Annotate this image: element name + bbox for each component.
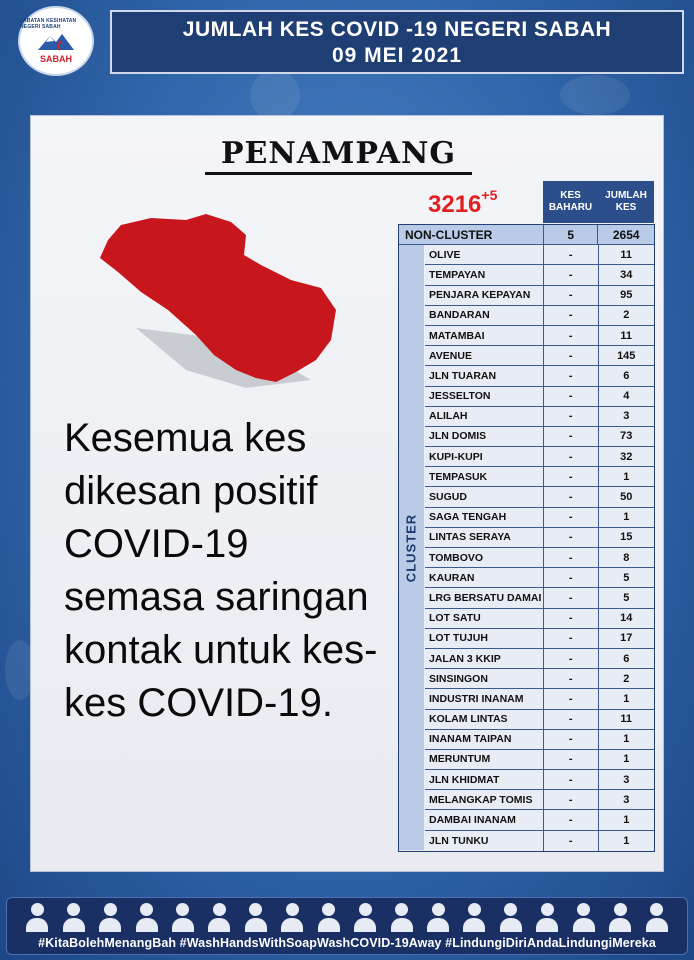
row-name: JLN TUNKU xyxy=(425,831,544,851)
table-row xyxy=(425,810,654,830)
row-name: BANDARAN xyxy=(425,306,544,325)
row-total: 1 xyxy=(599,689,655,708)
person-icon xyxy=(536,901,558,933)
row-total: 3 xyxy=(599,790,655,809)
table-row xyxy=(425,548,654,568)
person-icon xyxy=(646,901,668,933)
logo-word: SABAH xyxy=(39,54,72,64)
person-icon xyxy=(63,901,85,933)
statement-text: Kesemua kes dikesan positif COVID-19 semasa saringan kontak untuk kes-kes COVID-19. xyxy=(64,416,378,725)
person-icon xyxy=(573,901,595,933)
row-new: - xyxy=(544,487,599,506)
row-name: KOLAM LINTAS xyxy=(425,710,544,729)
row-name: AVENUE xyxy=(425,346,544,365)
row-new: - xyxy=(544,366,599,385)
row-name: LINTAS SERAYA xyxy=(425,528,544,547)
table-row xyxy=(425,265,654,285)
row-total: 1 xyxy=(599,750,655,769)
row-name: SINSINGON xyxy=(425,669,544,688)
row-new: - xyxy=(544,629,599,648)
table-row xyxy=(425,790,654,810)
row-name: KAURAN xyxy=(425,568,544,587)
row-name: INANAM TAIPAN xyxy=(425,730,544,749)
total-cases xyxy=(428,187,497,219)
table-row xyxy=(425,831,654,851)
row-new: - xyxy=(544,407,599,426)
table-row xyxy=(425,407,654,427)
row-new: - xyxy=(544,326,599,345)
table-row xyxy=(425,306,654,326)
row-new: - xyxy=(544,710,599,729)
district-title: PENAMPANG xyxy=(220,136,457,171)
table-row xyxy=(425,568,654,588)
person-icon xyxy=(245,901,267,933)
row-total: 4 xyxy=(599,387,655,406)
row-new: - xyxy=(544,750,599,769)
table-row-non-cluster xyxy=(399,225,654,245)
table-row xyxy=(425,689,654,709)
row-total: 2 xyxy=(599,669,655,688)
row-new: - xyxy=(544,831,599,851)
row-total: 1 xyxy=(599,467,655,486)
row-total: 1 xyxy=(599,508,655,527)
table-row xyxy=(425,286,654,306)
row-new: - xyxy=(544,609,599,628)
row-name: KUPI-KUPI xyxy=(425,447,544,466)
table-row xyxy=(425,730,654,750)
footer-banner xyxy=(6,897,688,955)
row-name: LRG BERSATU DAMAI xyxy=(425,588,544,607)
row-new: - xyxy=(544,810,599,829)
row-total: 3 xyxy=(599,407,655,426)
row-total: 11 xyxy=(599,326,655,345)
table-row xyxy=(425,467,654,487)
cases-table xyxy=(398,224,655,852)
table-row xyxy=(425,710,654,730)
row-name: TEMPAYAN xyxy=(425,265,544,284)
footer-hashtags: #KitaBolehMenangBah #WashHandsWithSoapWashCOVID-19Away #LindungiDiriAndaLindungiMereka xyxy=(38,936,656,950)
district-map-icon xyxy=(96,210,346,400)
row-name: MATAMBAI xyxy=(425,326,544,345)
row-new: - xyxy=(544,649,599,668)
row-new: - xyxy=(544,387,599,406)
row-total: 1 xyxy=(599,810,655,829)
table-row xyxy=(425,528,654,548)
row-name: INDUSTRI INANAM xyxy=(425,689,544,708)
row-new: - xyxy=(544,447,599,466)
person-icon xyxy=(26,901,48,933)
page-title: JUMLAH KES COVID -19 NEGERI SABAH xyxy=(182,18,612,41)
row-name: JLN KHIDMAT xyxy=(425,770,544,789)
row-new: - xyxy=(544,669,599,688)
row-total: 5 xyxy=(599,588,655,607)
cluster-rows xyxy=(399,245,654,851)
table-row xyxy=(425,326,654,346)
row-new: - xyxy=(544,588,599,607)
row-new: - xyxy=(544,508,599,527)
person-icon xyxy=(500,901,522,933)
person-icon xyxy=(136,901,158,933)
row-new: - xyxy=(544,568,599,587)
table-row xyxy=(425,346,654,366)
row-name: TOMBOVO xyxy=(425,548,544,567)
table-row xyxy=(425,427,654,447)
table-row xyxy=(425,770,654,790)
cluster-label: CLUSTER xyxy=(403,513,419,583)
row-new: - xyxy=(544,306,599,325)
person-icon xyxy=(427,901,449,933)
row-total: 5 xyxy=(599,568,655,587)
row-total: 11 xyxy=(599,245,655,264)
virus-decoration xyxy=(560,75,630,115)
table-row xyxy=(425,649,654,669)
row-total: 32 xyxy=(599,447,655,466)
row-name: TEMPASUK xyxy=(425,467,544,486)
total-cumulative: 3216 xyxy=(428,191,482,218)
row-name: MERUNTUM xyxy=(425,750,544,769)
row-total: 2654 xyxy=(612,227,640,242)
row-name: SAGA TENGAH xyxy=(425,508,544,527)
total-new: +5 xyxy=(481,187,498,203)
column-header-new: KES BAHARU xyxy=(543,181,598,223)
row-total: 11 xyxy=(599,710,655,729)
row-total: 34 xyxy=(599,265,655,284)
logo-top-text: JABATAN KESIHATAN NEGERI SABAH xyxy=(20,18,77,30)
page-date: 09 MEI 2021 xyxy=(331,44,463,67)
table-row xyxy=(425,508,654,528)
row-total: 95 xyxy=(599,286,655,305)
header-title-box xyxy=(110,10,684,74)
table-row xyxy=(425,245,654,265)
row-new: - xyxy=(544,770,599,789)
row-new: 5 xyxy=(544,225,599,244)
row-name: OLIVE xyxy=(425,245,544,264)
row-name: NON-CLUSTER xyxy=(399,225,544,244)
row-total: 1 xyxy=(599,730,655,749)
row-total: 1 xyxy=(599,831,655,851)
table-row xyxy=(425,588,654,608)
row-name: ALILAH xyxy=(425,407,544,426)
row-total: 14 xyxy=(599,609,655,628)
table-row xyxy=(425,750,654,770)
row-total: 3 xyxy=(599,770,655,789)
row-name: JESSELTON xyxy=(425,387,544,406)
row-name: MELANGKAP TOMIS xyxy=(425,790,544,809)
person-icon xyxy=(609,901,631,933)
person-icon xyxy=(463,901,485,933)
row-total: 145 xyxy=(599,346,655,365)
row-new: - xyxy=(544,245,599,264)
row-new: - xyxy=(544,286,599,305)
footer-figures xyxy=(7,898,687,934)
row-name: PENJARA KEPAYAN xyxy=(425,286,544,305)
person-icon xyxy=(318,901,340,933)
mountain-logo-icon xyxy=(36,30,76,54)
row-total: 73 xyxy=(599,427,655,446)
row-new: - xyxy=(544,528,599,547)
table-row xyxy=(425,609,654,629)
table-row xyxy=(425,366,654,386)
row-new: - xyxy=(544,265,599,284)
row-new: - xyxy=(544,346,599,365)
health-department-logo xyxy=(18,6,94,76)
row-new: - xyxy=(544,730,599,749)
person-icon xyxy=(354,901,376,933)
district-underline xyxy=(205,172,472,175)
table-row xyxy=(425,669,654,689)
row-name: SUGUD xyxy=(425,487,544,506)
row-total: 6 xyxy=(599,649,655,668)
row-total: 8 xyxy=(599,548,655,567)
row-name: LOT TUJUH xyxy=(425,629,544,648)
row-new: - xyxy=(544,467,599,486)
row-total: 17 xyxy=(599,629,655,648)
person-icon xyxy=(281,901,303,933)
person-icon xyxy=(208,901,230,933)
row-name: JLN TUARAN xyxy=(425,366,544,385)
row-total: 6 xyxy=(599,366,655,385)
row-name: JALAN 3 KKIP xyxy=(425,649,544,668)
person-icon xyxy=(391,901,413,933)
table-row xyxy=(425,447,654,467)
row-new: - xyxy=(544,790,599,809)
row-total: 50 xyxy=(599,487,655,506)
table-row xyxy=(425,387,654,407)
row-new: - xyxy=(544,427,599,446)
row-total: 2 xyxy=(599,306,655,325)
row-total: 15 xyxy=(599,528,655,547)
row-new: - xyxy=(544,548,599,567)
table-row xyxy=(425,487,654,507)
person-icon xyxy=(99,901,121,933)
row-new: - xyxy=(544,689,599,708)
row-name: LOT SATU xyxy=(425,609,544,628)
row-name: DAMBAI INANAM xyxy=(425,810,544,829)
virus-decoration xyxy=(250,70,300,120)
column-header-total: JUMLAH KES xyxy=(598,181,654,223)
row-name: JLN DOMIS xyxy=(425,427,544,446)
table-row xyxy=(425,629,654,649)
person-icon xyxy=(172,901,194,933)
